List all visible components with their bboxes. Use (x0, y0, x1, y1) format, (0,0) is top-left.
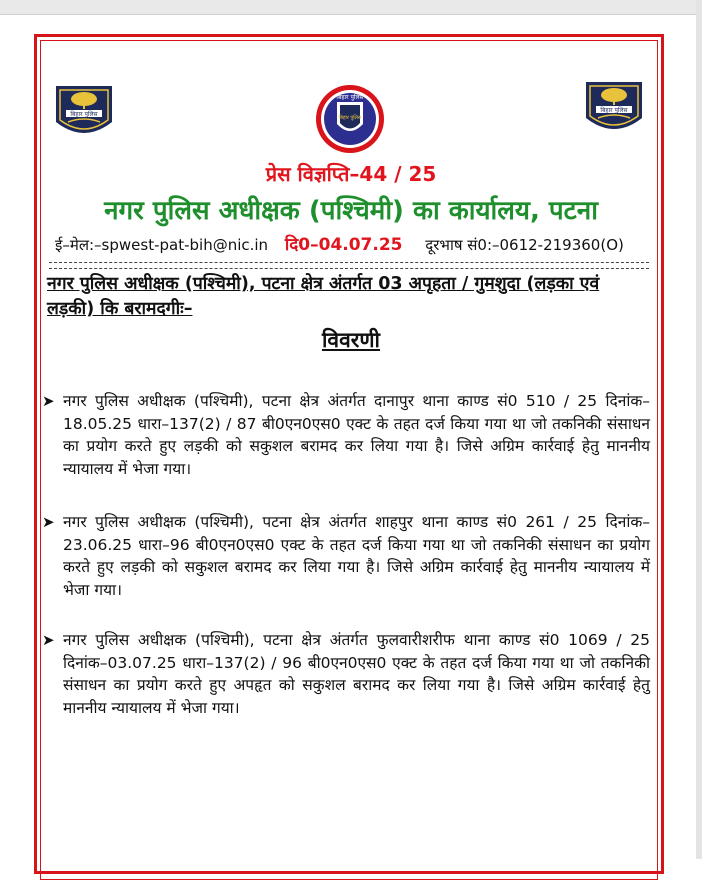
svg-text:बिहार पुलिस: बिहार पुलिस (600, 107, 628, 114)
phone-text: दूरभाष सं0:–0612-219360(O) (425, 236, 624, 254)
dashed-divider (49, 262, 649, 269)
date-text: दि0–04.07.25 (284, 235, 403, 255)
bihar-police-emblem-icon (315, 84, 385, 154)
list-item (42, 629, 650, 719)
svg-text:बिहार पुलिस: बिहार पुलिस (338, 115, 362, 121)
email-text: ई–मेल:–spwest-pat-bih@nic.in (55, 236, 269, 254)
list-item-text: नगर पुलिस अधीक्षक (पश्चिमी), पटना क्षेत्र अंतर्गत फुलवारीशरीफ थाना काण्ड सं0 1069 / 25 दिनांक–03.07.25 धारा–137(2) / 96 बी0एन0एस0 एक्ट के तहत दर्ज किया गया था जो तकनिकी संसाधन का प्रयोग करते हुए अपहृत को सकुशल बरामद कर लिया गया है। जिसे अग्रिम कार्रवाई हेतु माननीय न्यायालय में भेजा गया। (63, 631, 650, 717)
svg-text:बिहार पुलिस: बिहार पुलिस (70, 111, 98, 118)
svg-text:बिहार पुलिस: बिहार पुलिस (336, 94, 364, 101)
subject-heading: नगर पुलिस अधीक्षक (पश्चिमी), पटना क्षेत्र अंतर्गत 03 अपृहता / गुमशुदा (लड़का एवं लड़की) कि बरामदगीः– (47, 274, 600, 319)
bihar-police-badge-left-icon (52, 82, 116, 144)
list-item (42, 390, 650, 480)
press-release-title: प्रेस विज्ञप्ति–44 / 25 (265, 162, 437, 186)
office-title: नगर पुलिस अधीक्षक (पश्चिमी) का कार्यालय, पटना (104, 196, 598, 226)
list-item (42, 511, 650, 601)
details-heading: विवरणी (321, 328, 380, 352)
arrow-bullet-icon: ➤ (42, 513, 55, 531)
list-item-text: नगर पुलिस अधीक्षक (पश्चिमी), पटना क्षेत्र अंतर्गत दानापुर थाना काण्ड सं0 510 / 25 दिनांक–18.05.25 धारा–137(2) / 87 बी0एन0एस0 एक्ट के तहत दर्ज किया गया था जो तकनिकी संसाधन का प्रयोग करते हुए लड़की को सकुशल बरामद कर लिया गया है। जिसे अग्रिम कार्रवाई हेतु माननीय न्यायालय में भेजा गया। (63, 392, 650, 478)
contact-line (55, 232, 655, 255)
arrow-bullet-icon: ➤ (42, 631, 55, 649)
viewer-top-bar (0, 0, 702, 15)
viewer-scrollbar[interactable] (696, 0, 702, 859)
bihar-police-badge-right-icon (582, 78, 646, 140)
arrow-bullet-icon: ➤ (42, 392, 55, 410)
list-item-text: नगर पुलिस अधीक्षक (पश्चिमी), पटना क्षेत्र अंतर्गत शाहपुर थाना काण्ड सं0 261 / 25 दिनांक–23.06.25 धारा–96 बी0एन0एस0 एक्ट के तहत दर्ज किया गया था जो तकनिकी संसाधन का प्रयोग करते हुए लड़की को सकुशल बरामद कर लिया गया है। जिसे अग्रिम कार्रवाई हेतु माननीय न्यायालय में भेजा गया। (63, 513, 650, 599)
